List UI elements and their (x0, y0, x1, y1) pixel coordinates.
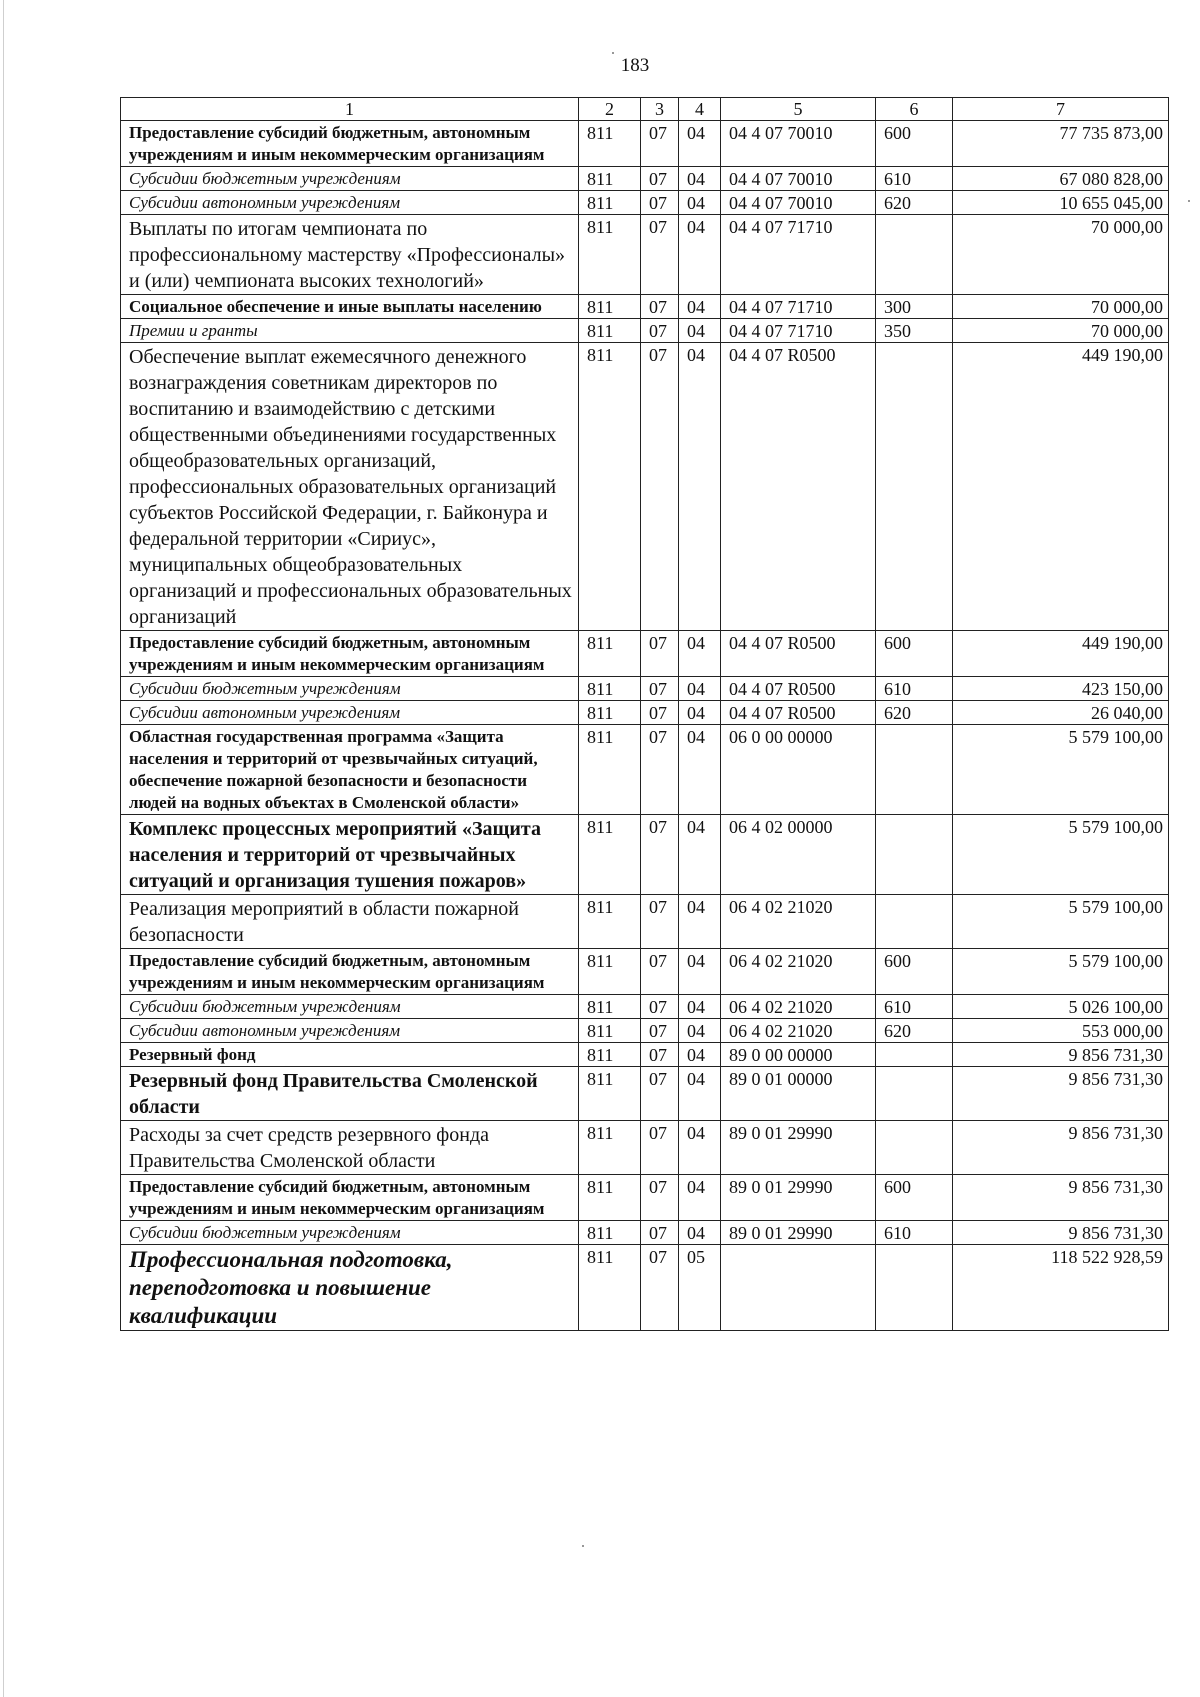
row-gr-cell: 811 (579, 895, 641, 949)
row-target-article-cell: 04 4 07 71710 (721, 215, 876, 295)
row-target-article-cell: 04 4 07 71710 (721, 319, 876, 343)
row-expense-type-cell (876, 725, 953, 815)
row-subsection-cell: 04 (679, 1175, 721, 1221)
row-gr-cell: 811 (579, 677, 641, 701)
row-gr-cell: 811 (579, 191, 641, 215)
row-name-cell: Расходы за счет средств резервного фонда Правительства Смоленской области (121, 1121, 579, 1175)
row-subsection-cell: 04 (679, 1121, 721, 1175)
table-row (121, 1019, 1169, 1043)
row-target-article-cell: 89 0 00 00000 (721, 1043, 876, 1067)
table-row (121, 1067, 1169, 1121)
row-gr-cell: 811 (579, 1019, 641, 1043)
row-section-cell: 07 (641, 1175, 679, 1221)
row-expense-type-cell: 600 (876, 631, 953, 677)
row-name-cell: Премии и гранты (121, 319, 579, 343)
header-cell-4: 4 (679, 98, 721, 121)
row-target-article-cell: 04 4 07 R0500 (721, 677, 876, 701)
row-section-cell: 07 (641, 295, 679, 319)
row-target-article-cell: 89 0 01 29990 (721, 1121, 876, 1175)
table-row (121, 631, 1169, 677)
row-amount-cell: 77 735 873,00 (953, 121, 1169, 167)
row-amount-cell: 70 000,00 (953, 295, 1169, 319)
row-target-article-cell: 04 4 07 R0500 (721, 343, 876, 631)
row-name-cell: Обеспечение выплат ежемесячного денежного вознаграждения советникам директоров по воспитанию и взаимодействию с детскими общественными объединениями государственных общеобразовательных организаций, профессиональных образовательных организаций субъектов Российской Федерации, г. Байконура и федеральной территории «Сириус», муниципальных общеобразовательных организаций и профессиональных образовательных организаций (121, 343, 579, 631)
table-row (121, 949, 1169, 995)
row-name-cell: Выплаты по итогам чемпионата по профессиональному мастерству «Профессионалы» и (или) чемпионата высоких технологий» (121, 215, 579, 295)
row-target-article-cell: 89 0 01 00000 (721, 1067, 876, 1121)
table-row (121, 1121, 1169, 1175)
header-cell-5: 5 (721, 98, 876, 121)
row-section-cell: 07 (641, 725, 679, 815)
row-section-cell: 07 (641, 895, 679, 949)
row-section-cell: 07 (641, 167, 679, 191)
row-amount-cell: 26 040,00 (953, 701, 1169, 725)
row-name-cell: Субсидии бюджетным учреждениям (121, 995, 579, 1019)
row-expense-type-cell (876, 1121, 953, 1175)
row-section-cell: 07 (641, 815, 679, 895)
row-gr-cell: 811 (579, 343, 641, 631)
row-subsection-cell: 04 (679, 995, 721, 1019)
header-row (121, 98, 1169, 121)
table-row (121, 1043, 1169, 1067)
row-amount-cell: 118 522 928,59 (953, 1245, 1169, 1331)
row-expense-type-cell (876, 815, 953, 895)
row-amount-cell: 5 579 100,00 (953, 895, 1169, 949)
row-expense-type-cell: 600 (876, 1175, 953, 1221)
row-target-article-cell: 04 4 07 71710 (721, 295, 876, 319)
table-row (121, 295, 1169, 319)
header-cell-6: 6 (876, 98, 953, 121)
row-section-cell: 07 (641, 215, 679, 295)
table-row (121, 1245, 1169, 1331)
row-name-cell: Предоставление субсидий бюджетным, автономным учреждениям и иным некоммерческим организациям (121, 631, 579, 677)
row-subsection-cell: 04 (679, 815, 721, 895)
row-name-cell: Предоставление субсидий бюджетным, автономным учреждениям и иным некоммерческим организациям (121, 1175, 579, 1221)
row-amount-cell: 9 856 731,30 (953, 1175, 1169, 1221)
scan-speck (612, 52, 614, 54)
row-section-cell: 07 (641, 1221, 679, 1245)
row-target-article-cell: 89 0 01 29990 (721, 1221, 876, 1245)
row-gr-cell: 811 (579, 1067, 641, 1121)
row-expense-type-cell: 620 (876, 701, 953, 725)
row-gr-cell: 811 (579, 167, 641, 191)
row-subsection-cell: 04 (679, 725, 721, 815)
row-target-article-cell: 06 4 02 00000 (721, 815, 876, 895)
header-cell-3: 3 (641, 98, 679, 121)
row-amount-cell: 423 150,00 (953, 677, 1169, 701)
table-row (121, 725, 1169, 815)
row-subsection-cell: 04 (679, 1221, 721, 1245)
row-expense-type-cell (876, 215, 953, 295)
row-expense-type-cell (876, 1245, 953, 1331)
table-row (121, 319, 1169, 343)
table-row (121, 995, 1169, 1019)
row-subsection-cell: 04 (679, 295, 721, 319)
row-target-article-cell: 06 4 02 21020 (721, 949, 876, 995)
row-gr-cell: 811 (579, 121, 641, 167)
row-amount-cell: 5 579 100,00 (953, 815, 1169, 895)
row-section-cell: 07 (641, 631, 679, 677)
row-gr-cell: 811 (579, 1121, 641, 1175)
row-amount-cell: 5 026 100,00 (953, 995, 1169, 1019)
table-row (121, 121, 1169, 167)
row-gr-cell: 811 (579, 215, 641, 295)
row-subsection-cell: 04 (679, 701, 721, 725)
row-target-article-cell: 04 4 07 70010 (721, 121, 876, 167)
table-row (121, 343, 1169, 631)
row-subsection-cell: 04 (679, 949, 721, 995)
table-row (121, 677, 1169, 701)
row-gr-cell: 811 (579, 1043, 641, 1067)
row-name-cell: Субсидии бюджетным учреждениям (121, 677, 579, 701)
row-amount-cell: 9 856 731,30 (953, 1067, 1169, 1121)
row-target-article-cell: 06 0 00 00000 (721, 725, 876, 815)
row-expense-type-cell: 610 (876, 677, 953, 701)
row-name-cell: Субсидии бюджетным учреждениям (121, 167, 579, 191)
row-subsection-cell: 04 (679, 121, 721, 167)
row-target-article-cell: 04 4 07 R0500 (721, 701, 876, 725)
row-amount-cell: 5 579 100,00 (953, 949, 1169, 995)
row-name-cell: Социальное обеспечение и иные выплаты населению (121, 295, 579, 319)
row-name-cell: Комплекс процессных мероприятий «Защита населения и территорий от чрезвычайных ситуаций и организация тушения пожаров» (121, 815, 579, 895)
row-amount-cell: 449 190,00 (953, 631, 1169, 677)
row-target-article-cell: 06 4 02 21020 (721, 895, 876, 949)
row-subsection-cell: 04 (679, 1019, 721, 1043)
row-expense-type-cell: 300 (876, 295, 953, 319)
row-subsection-cell: 04 (679, 167, 721, 191)
row-section-cell: 07 (641, 995, 679, 1019)
table-row (121, 895, 1169, 949)
row-section-cell: 07 (641, 677, 679, 701)
row-subsection-cell: 04 (679, 1067, 721, 1121)
row-amount-cell: 67 080 828,00 (953, 167, 1169, 191)
table-row (121, 215, 1169, 295)
row-expense-type-cell: 600 (876, 949, 953, 995)
row-gr-cell: 811 (579, 319, 641, 343)
table-row (121, 167, 1169, 191)
row-expense-type-cell: 610 (876, 995, 953, 1019)
table-row (121, 1175, 1169, 1221)
row-section-cell: 07 (641, 121, 679, 167)
row-name-cell: Субсидии автономным учреждениям (121, 1019, 579, 1043)
row-gr-cell: 811 (579, 295, 641, 319)
table-row (121, 701, 1169, 725)
row-section-cell: 07 (641, 1019, 679, 1043)
row-subsection-cell: 04 (679, 1043, 721, 1067)
row-gr-cell: 811 (579, 701, 641, 725)
row-amount-cell: 553 000,00 (953, 1019, 1169, 1043)
row-amount-cell: 9 856 731,30 (953, 1121, 1169, 1175)
row-subsection-cell: 04 (679, 215, 721, 295)
budget-table (120, 97, 1169, 1331)
row-target-article-cell: 04 4 07 70010 (721, 191, 876, 215)
table-body (121, 98, 1169, 1331)
row-amount-cell: 70 000,00 (953, 319, 1169, 343)
row-subsection-cell: 04 (679, 343, 721, 631)
row-expense-type-cell (876, 1043, 953, 1067)
row-target-article-cell (721, 1245, 876, 1331)
row-section-cell: 07 (641, 191, 679, 215)
row-target-article-cell: 04 4 07 70010 (721, 167, 876, 191)
header-cell-7: 7 (953, 98, 1169, 121)
row-section-cell: 07 (641, 343, 679, 631)
row-subsection-cell: 04 (679, 895, 721, 949)
row-gr-cell: 811 (579, 1175, 641, 1221)
scan-speck (1188, 200, 1190, 202)
table-row (121, 1221, 1169, 1245)
row-target-article-cell: 06 4 02 21020 (721, 995, 876, 1019)
row-expense-type-cell: 610 (876, 1221, 953, 1245)
row-target-article-cell: 04 4 07 R0500 (721, 631, 876, 677)
row-name-cell: Резервный фонд Правительства Смоленской области (121, 1067, 579, 1121)
row-amount-cell: 9 856 731,30 (953, 1043, 1169, 1067)
row-gr-cell: 811 (579, 949, 641, 995)
header-cell-1: 1 (121, 98, 579, 121)
row-section-cell: 07 (641, 1121, 679, 1175)
row-expense-type-cell: 600 (876, 121, 953, 167)
row-expense-type-cell: 620 (876, 1019, 953, 1043)
page-number: 183 (620, 55, 650, 76)
row-amount-cell: 5 579 100,00 (953, 725, 1169, 815)
row-target-article-cell: 06 4 02 21020 (721, 1019, 876, 1043)
row-amount-cell: 10 655 045,00 (953, 191, 1169, 215)
row-subsection-cell: 04 (679, 631, 721, 677)
row-name-cell: Резервный фонд (121, 1043, 579, 1067)
row-subsection-cell: 05 (679, 1245, 721, 1331)
row-section-cell: 07 (641, 319, 679, 343)
row-amount-cell: 449 190,00 (953, 343, 1169, 631)
header-cell-2: 2 (579, 98, 641, 121)
row-expense-type-cell (876, 343, 953, 631)
row-name-cell: Профессиональная подготовка, переподготовка и повышение квалификации (121, 1245, 579, 1331)
row-name-cell: Предоставление субсидий бюджетным, автономным учреждениям и иным некоммерческим организациям (121, 949, 579, 995)
row-expense-type-cell: 610 (876, 167, 953, 191)
row-name-cell: Областная государственная программа «Защита населения и территорий от чрезвычайных ситуаций, обеспечение пожарной безопасности и безопасности людей на водных объектах в Смоленской области» (121, 725, 579, 815)
row-expense-type-cell (876, 1067, 953, 1121)
row-name-cell: Субсидии автономным учреждениям (121, 701, 579, 725)
row-expense-type-cell: 350 (876, 319, 953, 343)
row-target-article-cell: 89 0 01 29990 (721, 1175, 876, 1221)
table-row (121, 815, 1169, 895)
row-gr-cell: 811 (579, 725, 641, 815)
row-section-cell: 07 (641, 949, 679, 995)
row-expense-type-cell: 620 (876, 191, 953, 215)
row-gr-cell: 811 (579, 1221, 641, 1245)
row-name-cell: Субсидии бюджетным учреждениям (121, 1221, 579, 1245)
row-amount-cell: 9 856 731,30 (953, 1221, 1169, 1245)
row-section-cell: 07 (641, 1245, 679, 1331)
row-gr-cell: 811 (579, 815, 641, 895)
scan-edge-line (3, 0, 4, 1697)
row-gr-cell: 811 (579, 995, 641, 1019)
row-amount-cell: 70 000,00 (953, 215, 1169, 295)
row-section-cell: 07 (641, 1067, 679, 1121)
row-gr-cell: 811 (579, 1245, 641, 1331)
row-section-cell: 07 (641, 1043, 679, 1067)
row-expense-type-cell (876, 895, 953, 949)
table-row (121, 191, 1169, 215)
row-gr-cell: 811 (579, 631, 641, 677)
row-name-cell: Предоставление субсидий бюджетным, автономным учреждениям и иным некоммерческим организациям (121, 121, 579, 167)
scan-speck (582, 1545, 584, 1547)
row-subsection-cell: 04 (679, 191, 721, 215)
row-subsection-cell: 04 (679, 319, 721, 343)
row-name-cell: Субсидии автономным учреждениям (121, 191, 579, 215)
row-name-cell: Реализация мероприятий в области пожарной безопасности (121, 895, 579, 949)
row-subsection-cell: 04 (679, 677, 721, 701)
row-section-cell: 07 (641, 701, 679, 725)
